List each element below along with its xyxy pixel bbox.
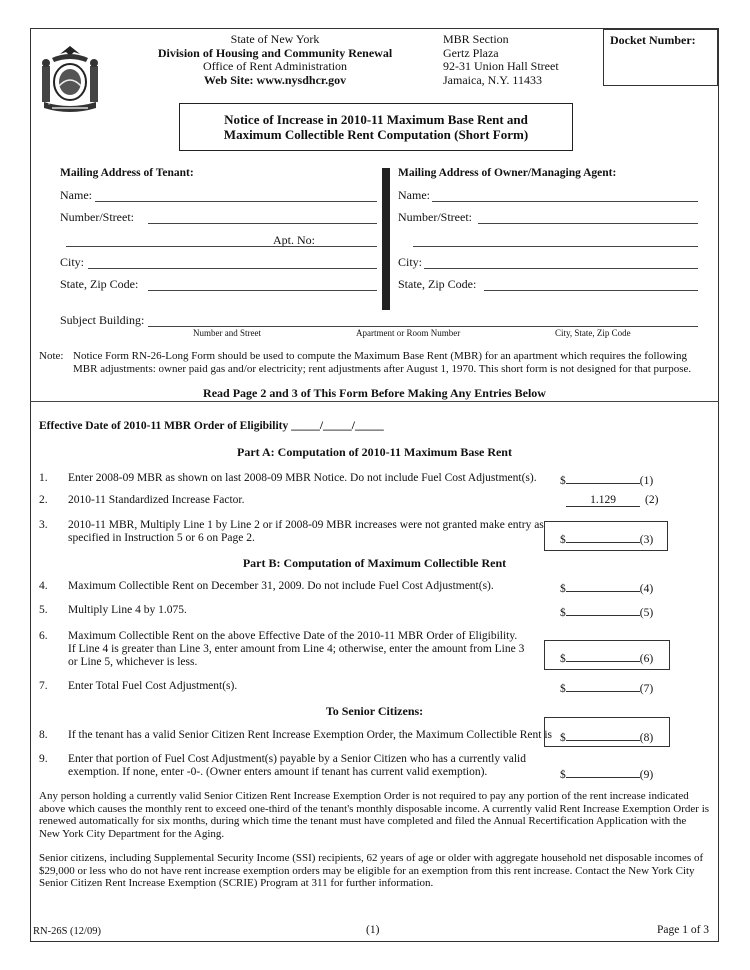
item-2-text: 2010-11 Standardized Increase Factor. bbox=[68, 494, 245, 506]
item-7-dollar: $ bbox=[560, 683, 566, 695]
item-3-number: 3. bbox=[39, 519, 48, 531]
item-6-line-ref: (6) bbox=[639, 653, 654, 665]
para1-line-1: Any person holding a currently valid Senior Citizen Rent Increase Exemption Order is not required to pay any portion of the rent increase indicated bbox=[39, 790, 689, 802]
effective-date-line[interactable]: Effective Date of 2010-11 MBR Order of Eligibility _____/_____/_____ bbox=[39, 420, 384, 432]
item-1-dollar: $ bbox=[560, 475, 566, 487]
item-9-line-ref: (9) bbox=[639, 769, 654, 781]
website: Web Site: www.nysdhcr.gov bbox=[203, 72, 347, 87]
docket-number-box[interactable] bbox=[603, 29, 718, 86]
para1-line-4: New York City Department for the Aging. bbox=[39, 827, 225, 840]
owner-name-field[interactable] bbox=[432, 201, 698, 202]
state-name: State of New York bbox=[230, 32, 320, 46]
city-address: Jamaica, N.Y. 11433 bbox=[443, 72, 542, 87]
item-7-text: Enter Total Fuel Cost Adjustment(s). bbox=[68, 680, 238, 692]
subject-caption-city: City, State, Zip Code bbox=[555, 328, 631, 338]
note-label: Note: bbox=[39, 350, 64, 362]
page-number: (1) bbox=[366, 924, 380, 936]
owner-state-zip-label: State, Zip Code: bbox=[398, 277, 477, 291]
section-divider bbox=[30, 401, 719, 402]
owner-street-label: Number/Street: bbox=[398, 210, 472, 224]
item-9-text-1: Enter that portion of Fuel Cost Adjustment(s) payable by a Senior Citizen who has a currently valid bbox=[68, 753, 526, 765]
item-4-answer[interactable] bbox=[560, 580, 653, 595]
item-4-answer-line[interactable] bbox=[566, 580, 640, 592]
item-1-answer[interactable] bbox=[560, 472, 653, 487]
item-8-dollar: $ bbox=[560, 732, 566, 744]
item-7-answer[interactable] bbox=[560, 680, 653, 695]
item-2-line-ref: (2) bbox=[645, 494, 659, 506]
note-line-2: MBR adjustments: owner paid gas and/or electricity; rent adjustments after August 1, 1970. This short form is not designed for that purpose. bbox=[73, 362, 692, 375]
item-1-answer-line[interactable] bbox=[566, 472, 640, 484]
part-b-heading: Part B: Computation of Maximum Collectible Rent bbox=[242, 556, 507, 570]
item-7-line-ref: (7) bbox=[639, 683, 654, 695]
tenant-state-zip-field[interactable] bbox=[148, 290, 377, 291]
para2-line-3: Senior Citizen Rent Increase Exemption (SCRIE) Program at 311 for further information. bbox=[39, 877, 434, 889]
item-9-number: 9. bbox=[39, 753, 48, 765]
tenant-city-field[interactable] bbox=[88, 268, 377, 269]
tenant-state-zip-label: State, Zip Code: bbox=[60, 277, 139, 291]
para2-line-2: $29,000 or less who do not have rent increase exemption orders may be eligible for an exemption from this rent increase. Contact the New York City bbox=[39, 864, 695, 877]
tenant-city-label: City: bbox=[60, 255, 85, 269]
item-4-text: Maximum Collectible Rent on December 31, 2009. Do not include Fuel Cost Adjustment(s). bbox=[68, 580, 494, 592]
item-6-answer[interactable] bbox=[560, 650, 653, 665]
item-6-text-2: If Line 4 is greater than Line 3, enter amount from Line 4; otherwise, enter the amount from Line 3 bbox=[68, 643, 525, 655]
page-of: Page 1 of 3 bbox=[657, 924, 710, 936]
owner-city-field[interactable] bbox=[424, 268, 698, 269]
item-5-line-ref: (5) bbox=[639, 607, 654, 619]
item-4-number: 4. bbox=[39, 580, 48, 592]
plaza: Gertz Plaza bbox=[443, 45, 499, 60]
owner-name-label: Name: bbox=[398, 188, 430, 202]
read-pages-notice: Read Page 2 and 3 of This Form Before Making Any Entries Below bbox=[203, 386, 546, 400]
item-1-text: Enter 2008-09 MBR as shown on last 2008-09 MBR Notice. Do not include Fuel Cost Adjustment(s). bbox=[68, 472, 537, 484]
subject-caption-street: Number and Street bbox=[193, 328, 261, 338]
item-3-text-2: specified in Instruction 5 or 6 on Page 2. bbox=[68, 532, 255, 544]
item-6-text-1: Maximum Collectible Rent on the above Effective Date of the 2010-11 MBR Order of Eligibility. bbox=[68, 630, 518, 642]
tenant-name-field[interactable] bbox=[95, 201, 377, 202]
owner-street-field[interactable] bbox=[478, 223, 698, 224]
item-8-answer[interactable] bbox=[560, 729, 653, 744]
item-7-answer-line[interactable] bbox=[566, 680, 640, 692]
item-9-dollar: $ bbox=[560, 769, 566, 781]
part-a-heading: Part A: Computation of 2010-11 Maximum Base Rent bbox=[237, 445, 512, 459]
tenant-apt-field[interactable] bbox=[66, 246, 377, 247]
item-2-value: 1.129 bbox=[566, 494, 640, 507]
agency-header bbox=[130, 33, 420, 87]
item-8-text: If the tenant has a valid Senior Citizen Rent Increase Exemption Order, the Maximum Collectible Rent is bbox=[68, 729, 553, 741]
item-9-answer-line[interactable] bbox=[566, 766, 640, 778]
item-4-line-ref: (4) bbox=[639, 583, 654, 595]
para2-line-1: Senior citizens, including Supplemental Security Income (SSI) recipients, 62 years of age or older with aggregate household net disposable incomes of bbox=[39, 852, 704, 864]
division-name: Division of Housing and Community Renewal bbox=[157, 45, 393, 60]
street-address: 92-31 Union Hall Street bbox=[443, 59, 559, 73]
item-5-answer[interactable] bbox=[560, 604, 653, 619]
item-9-answer[interactable] bbox=[560, 766, 653, 781]
owner-heading: Mailing Address of Owner/Managing Agent: bbox=[398, 167, 617, 179]
item-1-number: 1. bbox=[39, 472, 48, 484]
item-3-text-1: 2010-11 MBR, Multiply Line 1 by Line 2 or if 2008-09 MBR increases were not granted make entry as bbox=[68, 519, 544, 531]
para1-line-2: above which causes the monthly rent to exceed one-third of the tenant's monthly disposable income. A currently valid Rent Increase Exemption Order is bbox=[39, 802, 710, 815]
note-line-1: Notice Form RN-26-Long Form should be used to compute the Maximum Base Rent (MBR) for an apartment which requires the following bbox=[73, 350, 688, 362]
item-5-answer-line[interactable] bbox=[566, 604, 640, 616]
item-1-line-ref: (1) bbox=[639, 475, 654, 487]
item-9-text-2: exemption. If none, enter -0-. (Owner enters amount if tenant has current valid exemption). bbox=[68, 766, 488, 778]
para1-line-3: renewed automatically for six months, during which time the tenant must have completed and filed the Annual Recertification Application with the bbox=[39, 815, 687, 827]
title-line-2: Maximum Collectible Rent Computation (Short Form) bbox=[223, 127, 529, 142]
mbr-section-address bbox=[443, 33, 559, 87]
tenant-street-label: Number/Street: bbox=[60, 210, 134, 224]
mbr-section: MBR Section bbox=[443, 32, 509, 46]
item-8-line-ref: (8) bbox=[639, 732, 654, 744]
item-3-line-ref: (3) bbox=[639, 534, 654, 546]
scrie-paragraph bbox=[39, 852, 711, 890]
title-line-1: Notice of Increase in 2010-11 Maximum Base Rent and bbox=[224, 112, 528, 127]
docket-label: Docket Number: bbox=[610, 33, 696, 47]
note bbox=[39, 350, 711, 375]
item-5-dollar: $ bbox=[560, 607, 566, 619]
form-title bbox=[179, 103, 573, 151]
item-6-text-3: or Line 5, whichever is less. bbox=[68, 656, 198, 668]
owner-state-zip-field[interactable] bbox=[484, 290, 698, 291]
tenant-street-field[interactable] bbox=[148, 223, 377, 224]
owner-street-field-2[interactable] bbox=[413, 246, 698, 247]
subject-caption-apartment: Apartment or Room Number bbox=[356, 328, 461, 338]
item-6-number: 6. bbox=[39, 630, 48, 642]
item-5-text: Multiply Line 4 by 1.075. bbox=[68, 604, 187, 616]
address-divider-bar bbox=[382, 168, 390, 310]
item-4-dollar: $ bbox=[560, 583, 566, 595]
tenant-apt-label: Apt. No: bbox=[273, 233, 315, 247]
office-name: Office of Rent Administration bbox=[202, 59, 348, 73]
item-6-dollar: $ bbox=[560, 653, 566, 665]
ny-state-seal-icon bbox=[38, 44, 102, 118]
item-3-dollar: $ bbox=[560, 534, 566, 546]
item-3-answer[interactable] bbox=[560, 531, 653, 546]
item-7-number: 7. bbox=[39, 680, 48, 692]
item-6-answer-line[interactable] bbox=[566, 650, 640, 662]
item-2-number: 2. bbox=[39, 494, 48, 506]
senior-heading: To Senior Citizens: bbox=[325, 704, 424, 718]
item-8-answer-line[interactable] bbox=[566, 729, 640, 741]
senior-exemption-paragraph bbox=[39, 790, 711, 840]
tenant-name-label: Name: bbox=[60, 188, 92, 202]
owner-city-label: City: bbox=[398, 255, 423, 269]
subject-building-field[interactable] bbox=[148, 326, 698, 327]
item-3-answer-line[interactable] bbox=[566, 531, 640, 543]
tenant-heading: Mailing Address of Tenant: bbox=[60, 167, 194, 179]
subject-building-label: Subject Building: bbox=[60, 313, 145, 327]
item-5-number: 5. bbox=[39, 604, 48, 616]
form-number: RN-26S (12/09) bbox=[33, 926, 101, 937]
item-8-number: 8. bbox=[39, 729, 48, 741]
